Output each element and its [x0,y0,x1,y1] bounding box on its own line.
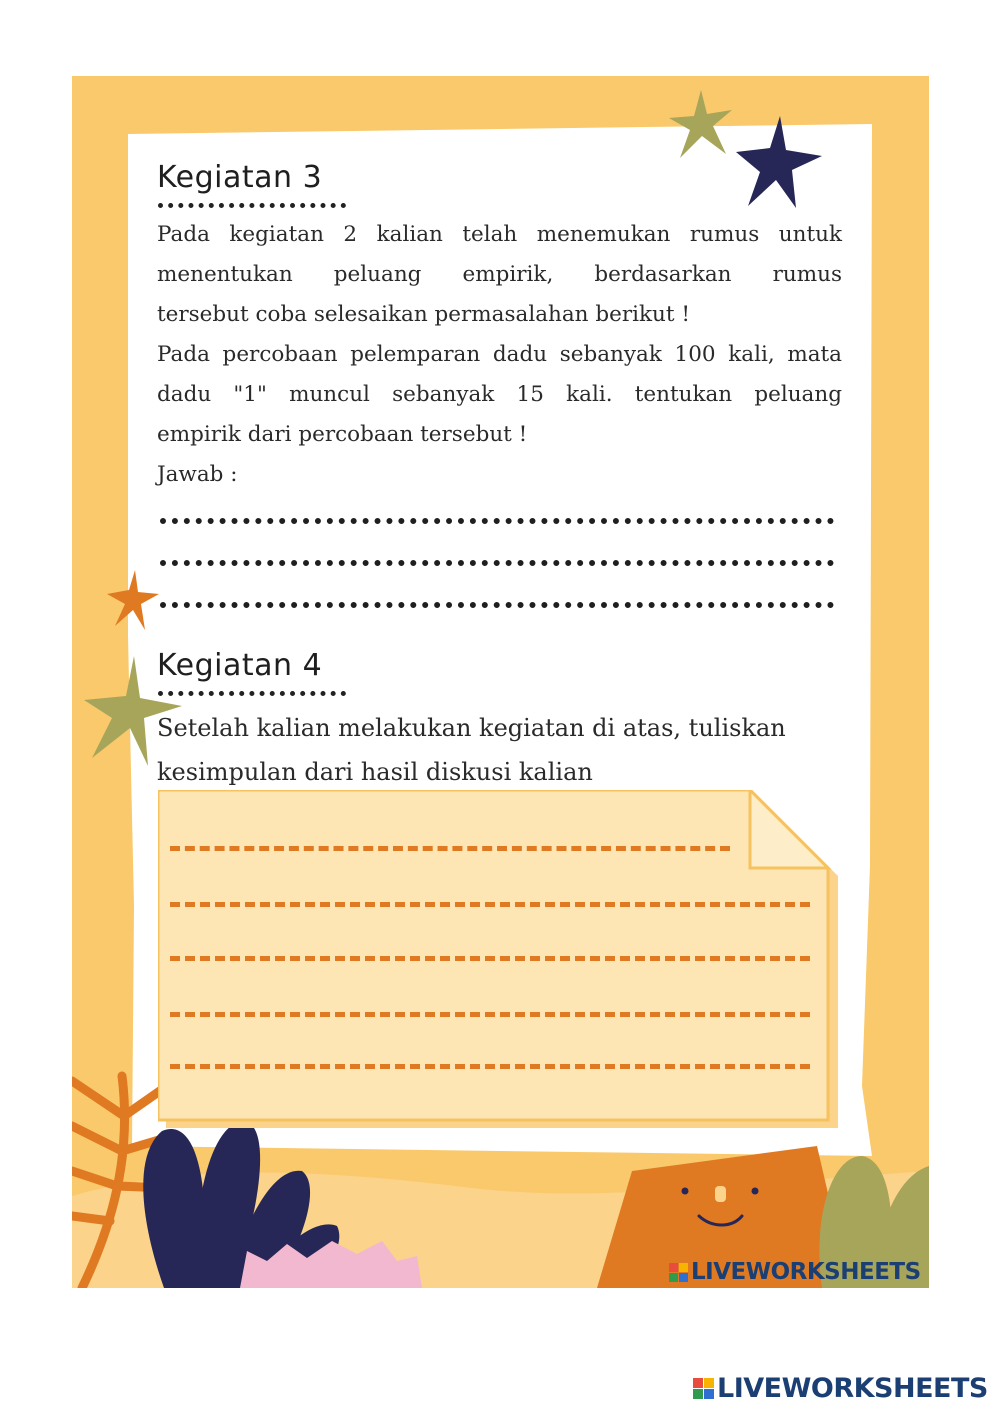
activity3-line-3: tersebut coba selesaikan permasalahan berikut ! [157,302,690,327]
answer-line-2[interactable] [160,560,834,566]
conclusion-line-1[interactable] [170,846,730,851]
activity3-text [157,215,842,495]
liveworksheets-inner-text: LIVEWORKSHEETS [691,1259,921,1285]
liveworksheets-logo-text: LIVEWORKSHEETS [717,1373,988,1404]
conclusion-line-5[interactable] [170,1064,810,1069]
activity4-line-2: kesimpulan dari hasil diskusi kalian [157,758,593,786]
conclusion-line-2[interactable] [170,902,810,907]
answer-label: Jawab : [157,462,238,487]
answer-line-1[interactable] [160,518,834,524]
activity4-title: Kegiatan 4 [157,648,323,683]
activity3-line-6: empirik dari percobaan tersebut ! [157,422,528,447]
liveworksheets-mark-icon [669,1263,688,1282]
activity3-line-5: dadu "1" muncul sebanyak 15 kali. tentukan peluang [157,382,842,407]
orange-star-icon [105,568,161,632]
activity3-title-underline [158,203,346,208]
activity4-text [157,706,842,794]
note-paper [158,790,848,1135]
olive-star-icon [666,88,736,160]
conclusion-line-3[interactable] [170,956,810,961]
activity3-line-2: menentukan peluang empirik, berdasarkan rumus [157,262,842,287]
conclusion-line-4[interactable] [170,1012,810,1017]
activity3-line-4: Pada percobaan pelemparan dadu sebanyak 100 kali, mata [157,342,842,367]
answer-line-3[interactable] [160,602,834,608]
activity3-title: Kegiatan 3 [157,160,323,195]
liveworksheets-logo-mark-icon [693,1378,714,1399]
activity4-title-underline [158,691,346,696]
navy-star-icon [734,114,824,210]
liveworksheets-logo[interactable] [693,1373,988,1404]
liveworksheets-inner-logo [669,1259,921,1285]
activity3-line-1: Pada kegiatan 2 kalian telah menemukan rumus untuk [157,222,842,247]
activity4-line-1: Setelah kalian melakukan kegiatan di atas, tuliskan [157,714,786,742]
